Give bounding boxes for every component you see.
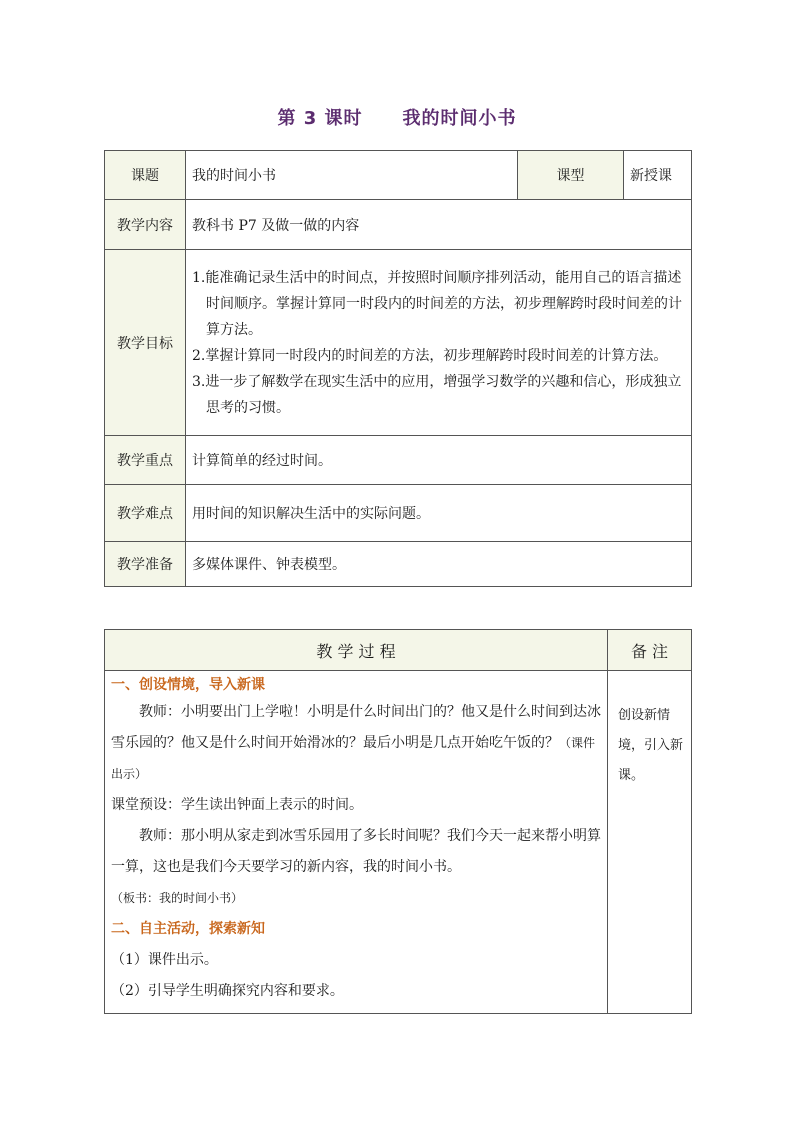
table-row — [105, 200, 692, 250]
goals-cell — [186, 250, 692, 436]
lesson-topic: 我的时间小书 — [402, 108, 517, 129]
process-paragraph: 课堂预设：学生读出钟面上表示的时间。 — [111, 797, 363, 813]
lesson-info-table — [104, 150, 692, 587]
section-title: 二、自主活动，探索新知 — [111, 921, 265, 937]
page-title — [0, 104, 794, 130]
section-title: 一、创设情境，导入新课 — [111, 677, 265, 693]
content-label: 教学内容 — [105, 200, 186, 250]
board-note: （板书：我的时间小书） — [111, 891, 244, 905]
type-label: 课型 — [518, 151, 624, 200]
difficult-label: 教学难点 — [105, 485, 186, 542]
process-header: 教 学 过 程 — [105, 630, 608, 671]
prep-label: 教学准备 — [105, 542, 186, 587]
goal-item: 2.掌握计算同一时段内的时间差的方法，初步理解跨时段时间差的计算方法。 — [192, 347, 668, 364]
table-row — [105, 630, 692, 671]
teaching-process-table — [104, 629, 692, 1014]
lesson-number: 第 3 课时 — [277, 108, 363, 129]
goal-item: 3.进一步了解数学在现实生活中的应用，增强学习数学的兴趣和信心，形成独立思考的习惯。 — [192, 373, 682, 416]
process-paragraph: （1）课件出示。 — [111, 952, 218, 968]
topic-value: 我的时间小书 — [186, 151, 518, 200]
difficult-value: 用时间的知识解决生活中的实际问题。 — [186, 485, 692, 542]
prep-value: 多媒体课件、钟表模型。 — [186, 542, 692, 587]
process-paragraph: （2）引导学生明确探究内容和要求。 — [111, 983, 344, 999]
table-row — [105, 542, 692, 587]
table-row — [105, 436, 692, 485]
goal-item: 1.能准确记录生活中的时间点，并按照时间顺序排列活动，能用自己的语言描述时间顺序。掌握计算同一时段内的时间差的方法，初步理解跨时段时间差的计算方法。 — [192, 269, 682, 338]
table-row — [105, 671, 692, 1014]
process-content — [105, 671, 608, 1014]
key-value: 计算简单的经过时间。 — [186, 436, 692, 485]
type-value: 新授课 — [624, 151, 692, 200]
key-label: 教学重点 — [105, 436, 186, 485]
table-row — [105, 151, 692, 200]
process-paragraph — [111, 697, 601, 790]
table-row — [105, 485, 692, 542]
notes-cell: 创设新情境，引入新课。 — [608, 671, 692, 1014]
goals-label: 教学目标 — [105, 250, 186, 436]
courseware-note: （课件出示） — [111, 736, 596, 781]
table-row — [105, 250, 692, 436]
content-value: 教科书 P7 及做一做的内容 — [186, 200, 692, 250]
process-paragraph: 教师：那小明从家走到冰雪乐园用了多长时间呢？我们今天一起来帮小明算一算，这也是我们今天要学习的新内容，我的时间小书。 — [111, 828, 601, 875]
topic-label: 课题 — [105, 151, 186, 200]
teacher-question: 教师：小明要出门上学啦！小明是什么时间出门的？他又是什么时间到达冰雪乐园的？他又是什么时间开始滑冰的？最后小明是几点开始吃午饭的？ — [111, 704, 601, 751]
notes-header: 备 注 — [608, 630, 692, 671]
